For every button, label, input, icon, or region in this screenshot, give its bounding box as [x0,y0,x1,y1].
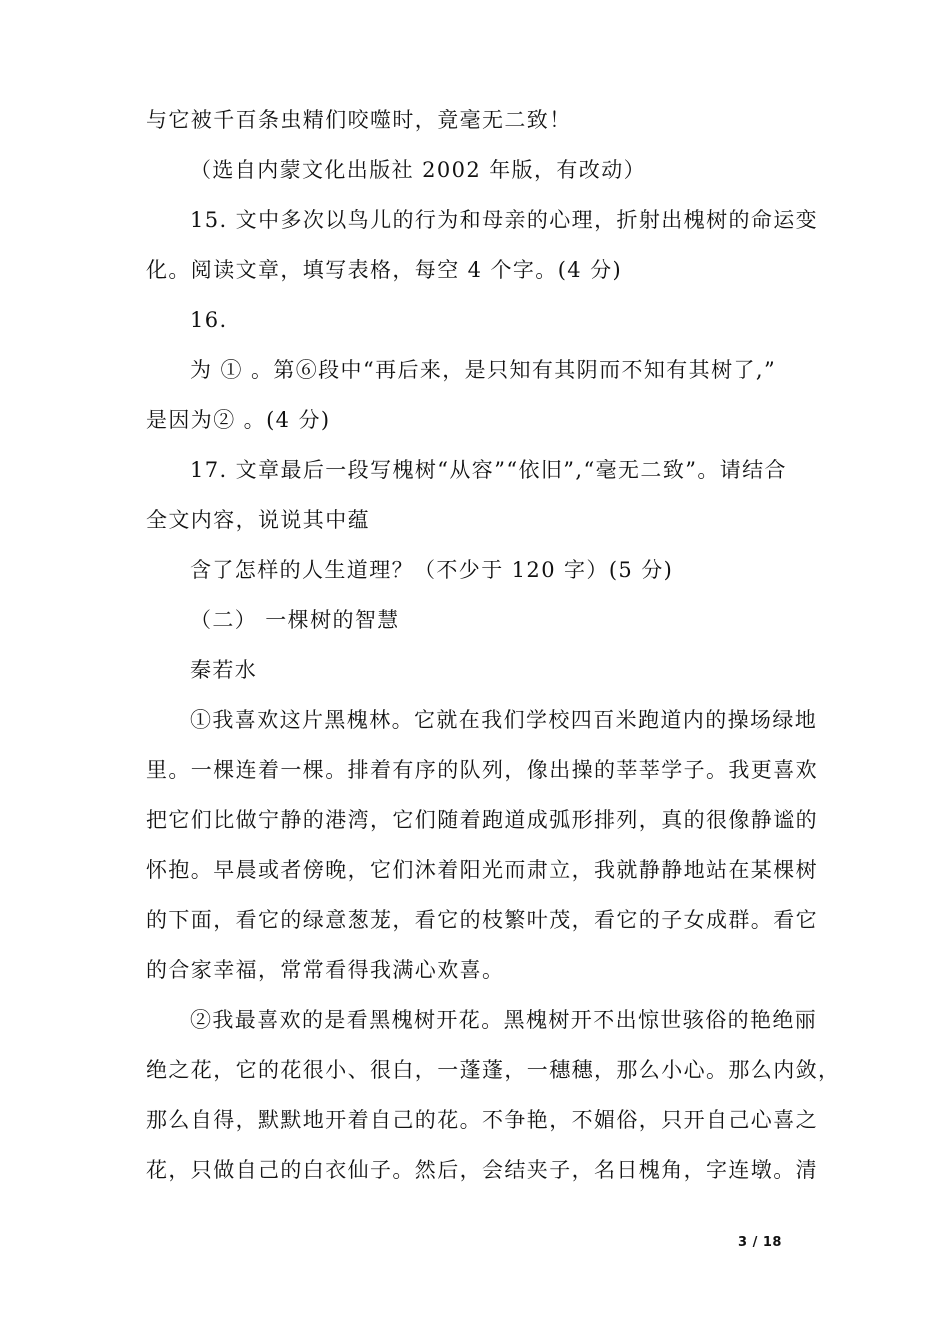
text-line: 化。阅读文章，填写表格，每空 4 个字。(4 分) [146,258,623,282]
question-16: 16. [190,308,228,332]
paragraph-2-line: ②我最喜欢的是看黑槐树开花。黑槐树开不出惊世骇俗的艳绝丽 [190,1008,818,1032]
text-line: （选自内蒙文化出版社 2002 年版，有改动） [190,158,646,182]
text-line: 为 ① 。第⑥段中“再后来，是只知有其阴而不知有其树了,” [190,358,777,382]
paragraph-1-line: 把它们比做宁静的港湾，它们随着跑道成弧形排列，真的很像静谧的 [146,808,818,832]
text-line: 全文内容，说说其中蕴 [146,508,370,532]
paragraph-2-line: 绝之花，它的花很小、很白，一蓬蓬，一穗穗，那么小心。那么内敛， [146,1058,841,1082]
paragraph-1-line: 里。一棵连着一棵。排着有序的队列，像出操的莘莘学子。我更喜欢 [146,758,818,782]
paragraph-2-line: 那么自得，默默地开着自己的花。不争艳，不媚俗，只开自己心喜之 [146,1108,818,1132]
paragraph-1-line: 怀抱。早晨或者傍晚，它们沐着阳光而肃立，我就静静地站在某棵树 [146,858,818,882]
text-line: 含了怎样的人生道理？（不少于 120 字）(5 分) [190,558,674,582]
page-number: 3 / 18 [738,1235,782,1250]
text-line: 是因为② 。(4 分) [146,408,331,432]
author-name: 秦若水 [190,658,258,682]
question-17: 17. 文章最后一段写槐树“从容”“依旧”,“毫无二致”。请结合 [190,458,787,482]
paragraph-2-line: 花，只做自己的白衣仙子。然后，会结夹子，名日槐角，字连墩。清 [146,1158,818,1182]
question-15: 15. 文中多次以鸟儿的行为和母亲的心理，折射出槐树的命运变 [190,208,819,232]
text-line: 与它被千百条虫精们咬噬时，竟毫无二致！ [146,108,572,132]
paragraph-1-line: 的下面，看它的绿意葱茏，看它的枝繁叶茂，看它的子女成群。看它 [146,908,818,932]
paragraph-1-line: ①我喜欢这片黑槐林。它就在我们学校四百米跑道内的操场绿地 [190,708,818,732]
section-heading: （二） 一棵树的智慧 [190,608,400,632]
paragraph-1-line: 的合家幸福，常常看得我满心欢喜。 [146,958,505,982]
